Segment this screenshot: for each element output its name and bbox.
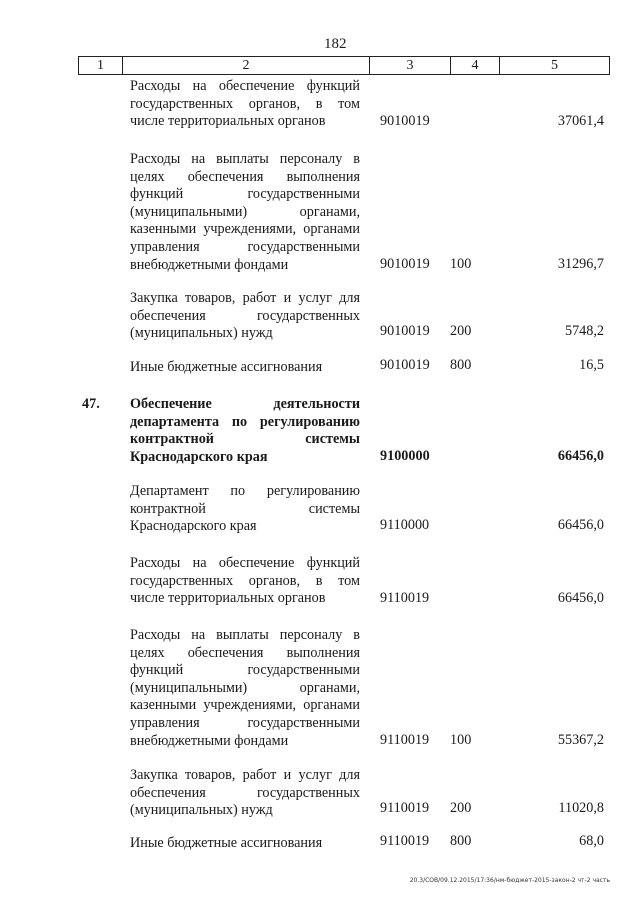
row-code: 9110019 xyxy=(380,590,430,606)
row-type: 100 xyxy=(450,732,472,748)
row-amount: 16,5 xyxy=(579,357,604,373)
row-amount: 31296,7 xyxy=(557,256,604,272)
row-amount: 11020,8 xyxy=(558,800,604,816)
row-code: 9110019 xyxy=(380,732,430,748)
row-code: 9010019 xyxy=(380,357,430,373)
row-amount: 5748,2 xyxy=(564,323,604,339)
row-description: Обеспечение деятельности департамента по регулированию контрактной системы Краснодарского края xyxy=(130,396,360,465)
row-description: Иные бюджетные ассигнования xyxy=(130,359,323,375)
column-header-3: 3 xyxy=(370,57,451,74)
row-description: Расходы на выплаты персоналу в целях обеспечения выполнения функций государственными (муниципальными) органами, казенными учреждениями, органами управления государственными внебюджетными фондами xyxy=(130,151,360,273)
row-type: 800 xyxy=(450,833,472,849)
document-footer: 20.3/СОВ/09.12.2015/17:36/нм-бюджет-2015-закон-2 чт-2 часть xyxy=(409,877,610,884)
row-type: 100 xyxy=(450,256,472,272)
row-amount: 66456,0 xyxy=(557,448,604,464)
row-amount: 68,0 xyxy=(579,833,604,849)
row-description: Расходы на выплаты персоналу в целях обеспечения выполнения функций государственными (муниципальными) органами, казенными учреждениями, органами управления государственными внебюджетными фондами xyxy=(130,627,360,749)
row-code: 9010019 xyxy=(380,323,430,339)
row-description: Департамент по регулированию контрактной системы Краснодарского края xyxy=(130,483,360,535)
row-type: 200 xyxy=(450,800,472,816)
page-number: 182 xyxy=(324,36,347,52)
row-amount: 66456,0 xyxy=(557,517,604,533)
row-code: 9110000 xyxy=(380,517,430,533)
row-amount: 37061,4 xyxy=(557,113,604,129)
row-description: Закупка товаров, работ и услуг для обеспечения государственных (муниципальных) нужд xyxy=(130,767,360,819)
row-code: 9010019 xyxy=(380,256,430,272)
row-code: 9110019 xyxy=(380,800,430,816)
row-description: Расходы на обеспечение функций государственных органов, в том числе территориальных органов xyxy=(130,78,360,130)
column-header-row xyxy=(78,56,610,75)
row-code: 9110019 xyxy=(380,833,430,849)
row-amount: 55367,2 xyxy=(557,732,604,748)
row-description: Закупка товаров, работ и услуг для обеспечения государственных (муниципальных) нужд xyxy=(130,290,360,342)
row-amount: 66456,0 xyxy=(557,590,604,606)
row-code: 9010019 xyxy=(380,113,430,129)
row-description: Расходы на обеспечение функций государственных органов, в том числе территориальных органов xyxy=(130,555,360,607)
row-description: Иные бюджетные ассигнования xyxy=(130,835,323,851)
column-header-2: 2 xyxy=(123,57,370,74)
row-type: 200 xyxy=(450,323,472,339)
column-header-4: 4 xyxy=(451,57,500,74)
row-code: 9100000 xyxy=(380,448,430,464)
row-number: 47. xyxy=(82,396,100,412)
column-header-1: 1 xyxy=(79,57,123,74)
row-type: 800 xyxy=(450,357,472,373)
column-header-5: 5 xyxy=(551,58,558,73)
